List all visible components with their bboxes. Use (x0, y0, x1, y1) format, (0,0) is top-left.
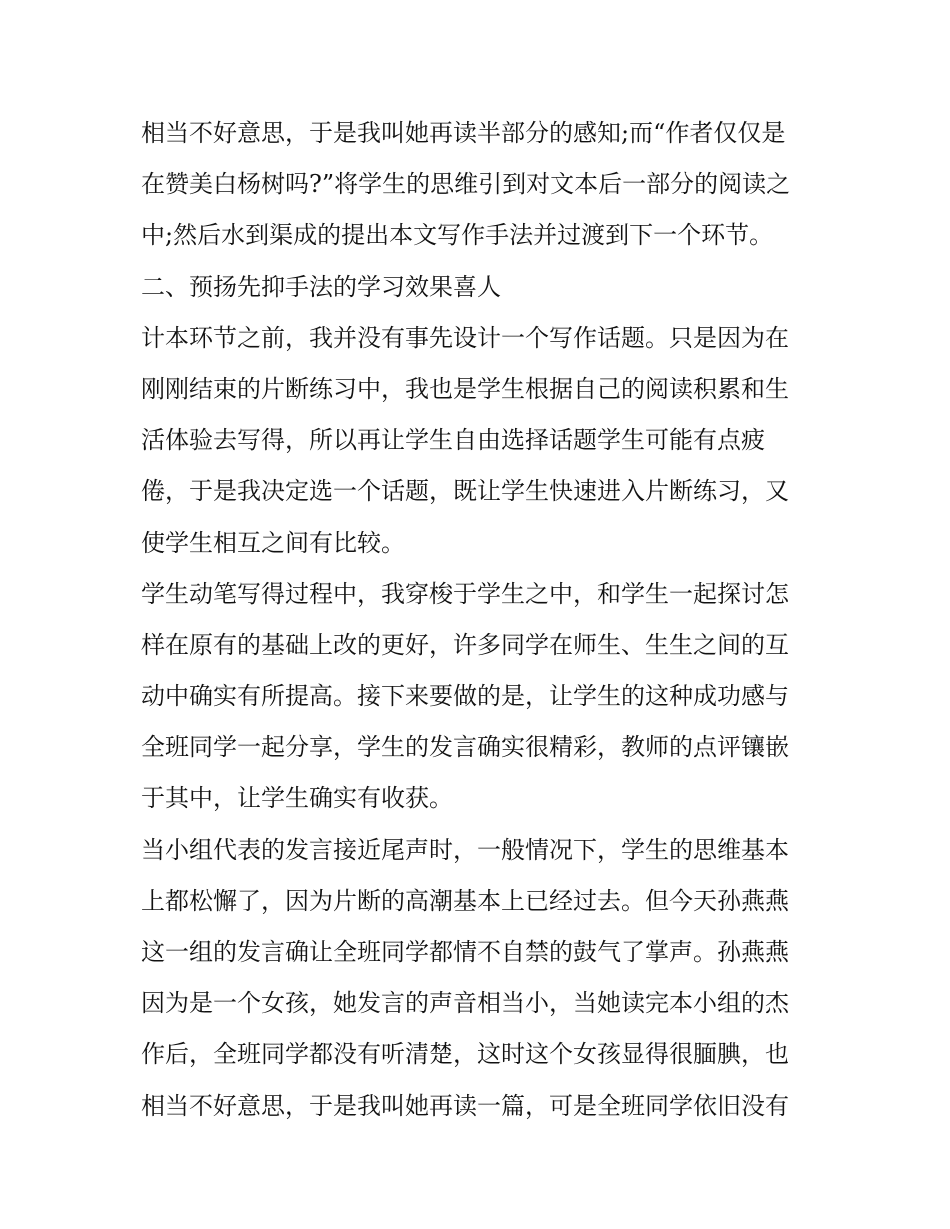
text-line: 学生动笔写得过程中，我穿梭于学生之中，和学生一起探讨怎 (141, 579, 789, 608)
text-line: 相当不好意思，于是我叫她再读半部分的感知;而“作者仅仅是 (141, 119, 786, 147)
section-heading: 二、预扬先抑手法的学习效果喜人 (141, 272, 501, 301)
text-line: 这一组的发言确让全班同学都情不自禁的鼓气了掌声。孙燕燕 (141, 938, 789, 966)
text-line: 因为是一个女孩，她发言的声音相当小，当她读完本小组的杰 (141, 989, 789, 1018)
text-line: 中;然后水到渠成的提出本文写作手法并过渡到下一个环节。 (141, 221, 774, 250)
text-line: 计本环节之前，我并没有事先设计一个写作话题。只是因为在 (141, 323, 789, 352)
text-line: 动中确实有所提高。接下来要做的是，让学生的这种成功感与 (141, 682, 789, 711)
text-line: 在赞美白杨树吗?”将学生的思维引到对文本后一部分的阅读之 (141, 170, 791, 199)
text-line: 样在原有的基础上改的更好，许多同学在师生、生生之间的互 (141, 630, 789, 659)
text-line: 全班同学一起分享，学生的发言确实很精彩，教师的点评镶嵌 (141, 733, 789, 762)
text-line: 作后，全班同学都没有听清楚，这时这个女孩显得很腼腆，也 (141, 1040, 789, 1069)
text-line: 相当不好意思，于是我叫她再读一篇，可是全班同学依旧没有 (141, 1091, 789, 1120)
text-line: 活体验去写得，所以再让学生自由选择话题学生可能有点疲 (141, 426, 765, 455)
text-line: 当小组代表的发言接近尾声时，一般情况下，学生的思维基本 (141, 835, 789, 864)
text-line: 倦，于是我决定选一个话题，既让学生快速进入片断练习，又 (141, 477, 789, 506)
body-text (141, 108, 821, 1132)
text-line: 刚刚结束的片断练习中，我也是学生根据自己的阅读积累和生 (141, 374, 789, 403)
text-line: 于其中，让学生确实有收获。 (141, 784, 453, 813)
text-line: 使学生相互之间有比较。 (141, 528, 405, 557)
text-line: 上都松懈了，因为片断的高潮基本上已经过去。但今天孙燕燕 (141, 886, 789, 915)
